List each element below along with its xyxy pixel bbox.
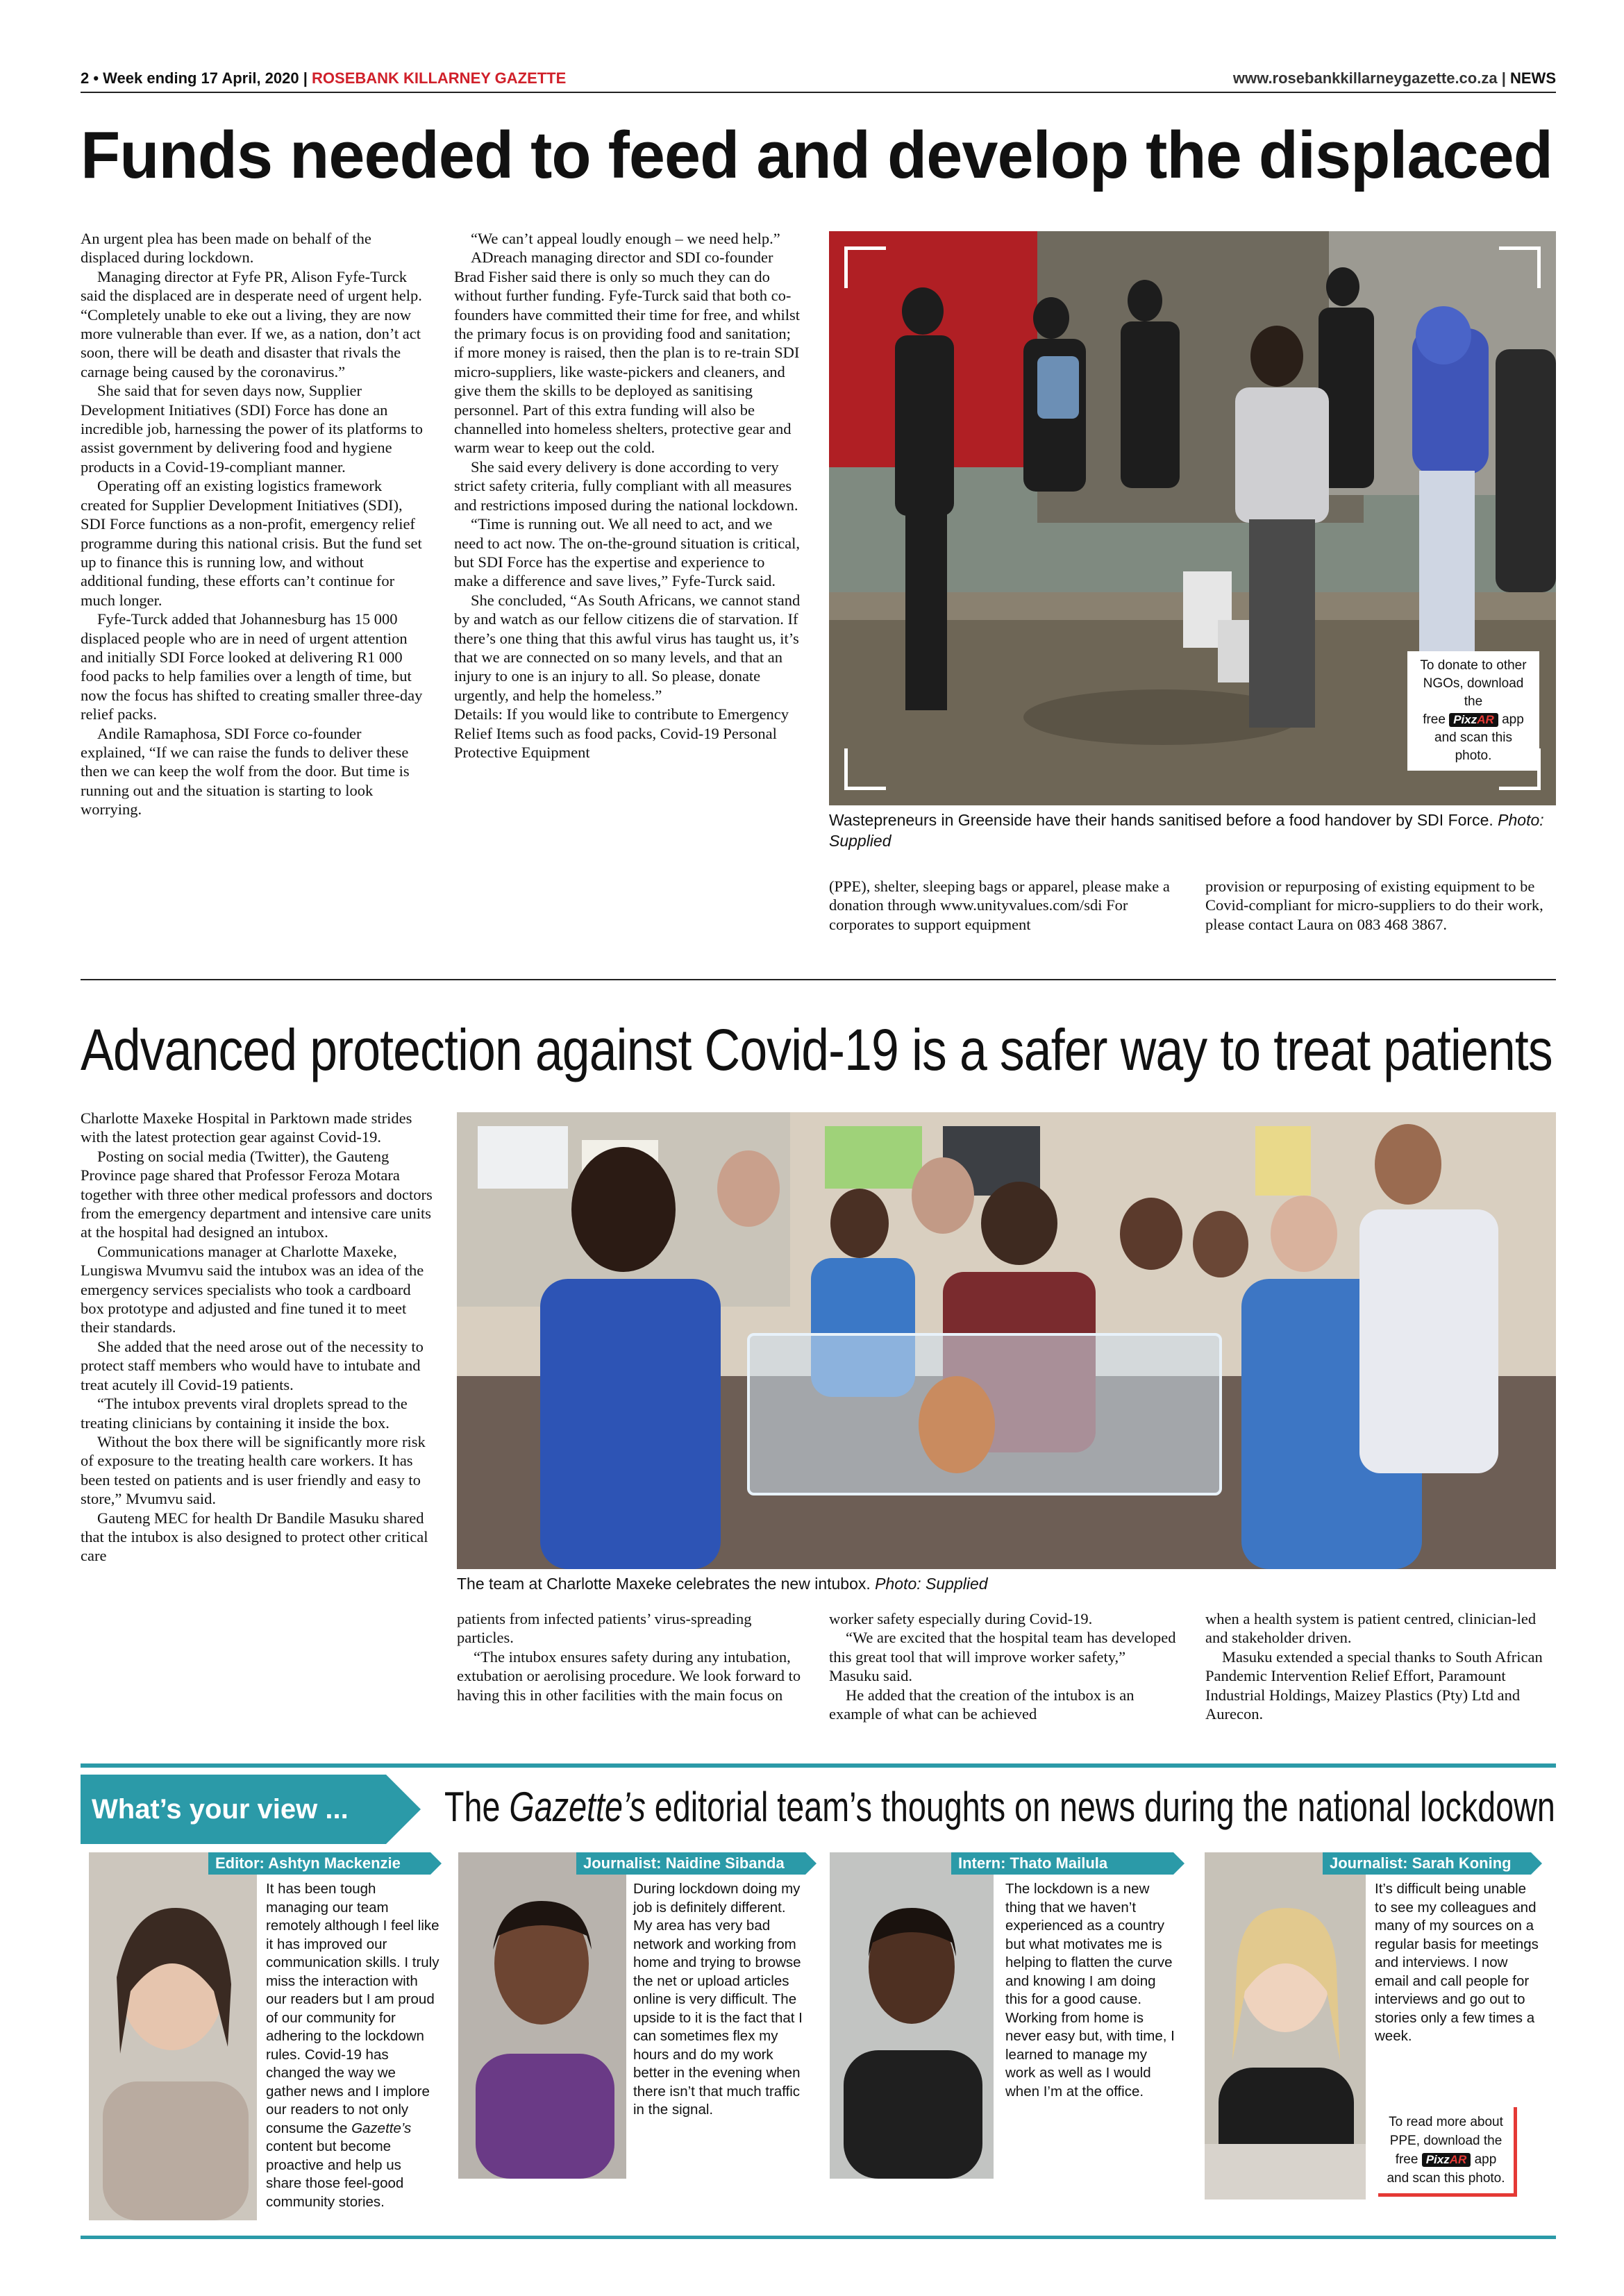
paragraph: She concluded, “As South Africans, we cannot stand by and watch as our fellow citizens die of starvation. If there’s one thing that this awful virus has taught us, it’s that we are connected on so many levels, and that an injury to one is an injury to all. So please, donate urgently, and help the homeless.” (454, 591, 801, 704)
article2-column-4 (1205, 1609, 1556, 1723)
paragraph: patients from infected patients’ virus-spreading particles. (457, 1610, 752, 1647)
role-journalist-naidine: Journalist: Naidine Sibanda (576, 1852, 805, 1875)
pixzar-text: NGOs, download the (1423, 676, 1524, 709)
opinion-text-sarah: It’s difficult being unable to see my colleagues and many of my sources on a regular basis for meetings and interviews. I now email and call people for interviews and go out to stories only a few times a week. (1375, 1881, 1539, 2044)
paragraph: Masuku extended a special thanks to South African Pandemic Intervention Relief Effort, Paramount Industrial Holdings, Maizey Plastics (Pty) Ltd and Aurecon. (1205, 1648, 1543, 1723)
paragraph: Charlotte Maxeke Hospital in Parktown made strides with the latest protection gear against Covid-19. (81, 1109, 412, 1146)
photo-wastepreneurs (829, 231, 1556, 805)
paragraph: when a health system is patient centred, clinician-led and stakeholder driven. (1205, 1610, 1537, 1647)
pixzar-text: and scan this photo. (1434, 730, 1512, 763)
paragraph: worker safety especially during Covid-19. (829, 1610, 1093, 1627)
masthead-left (81, 69, 566, 87)
pixzar-text: To donate to other (1420, 658, 1527, 673)
masthead-separator-right: | (1501, 69, 1506, 87)
portrait-image (1205, 1852, 1366, 2199)
paragraph: “Time is running out. We all need to act, and we need to act now. The on-the-ground situation is critical, but SDI Force has the expertise and experience to make a difference and save lives,” Fyfe-Turck said. (454, 515, 800, 590)
portrait-image (830, 1852, 994, 2179)
photo-intubox-team-image (457, 1112, 1556, 1569)
pixzar-text: PPE, download the (1389, 2134, 1502, 2148)
role-intern: Intern: Thato Mailula (951, 1852, 1173, 1875)
pixzar-text: free (1395, 2152, 1418, 2167)
article1-column-2 (454, 229, 801, 762)
paragraph: “We are excited that the hospital team has developed this great tool that will improve worker safety,” Masuku said. (829, 1629, 1176, 1685)
paragraph: He added that the creation of the intubox is an example of what can be achieved (829, 1686, 1135, 1723)
article2-column-2 (457, 1609, 804, 1704)
tag-label: What’s your view ... (92, 1794, 349, 1825)
opinion-title: The Gazette’s editorial team’s thoughts on news during the national lockdown (444, 1784, 1555, 1830)
caption-text: The team at Charlotte Maxeke celebrates the new intubox. (457, 1575, 871, 1593)
page-info: 2 • Week ending 17 April, 2020 (81, 69, 299, 87)
pixzar-logo: PixzAR (1449, 713, 1498, 727)
pixzar-text: and scan this photo. (1387, 2171, 1505, 2186)
pixzar-text: app (1474, 2152, 1497, 2167)
paragraph: (PPE), shelter, sleeping bags or apparel, please make a donation through www.unityvalues.com/sdi For corporates to support equipment (829, 878, 1170, 933)
pixzar-text: app (1502, 712, 1524, 727)
portrait-image (458, 1852, 626, 2179)
caption-text: Wastepreneurs in Greenside have their hands sanitised before a food handover by SDI Force. (829, 811, 1493, 829)
article2-column-3 (829, 1609, 1176, 1723)
article1-column-3 (829, 877, 1176, 934)
paragraph: “The intubox prevents viral droplets spread to the treating clinicians by containing it inside the box. (81, 1395, 408, 1432)
paragraph: An urgent plea has been made on behalf of the displaced during lockdown. (81, 230, 371, 267)
paragraph: She added that the need arose out of the necessity to protect staff members who would have to intubate and treat acutely ill Covid-19 patients. (81, 1337, 424, 1393)
photo-caption-wastepreneurs (829, 810, 1551, 851)
masthead-right (1233, 69, 1556, 87)
paragraph: ADreach managing director and SDI co-founder Brad Fisher said there is only so much they can do without further funding. Fyfe-Turck said that both co-founders have committed their time for free, and whilst the primary focus is on providing food and sanitation; if more money is raised, then the plan is to re-train SDI micro-suppliers, like waste-pickers and cleaners, and give them the skills to be deployed as sanitising personnel. Part of this extra funding will also be channelled into homeless shelters, protective gear and warm wear to keep out the cold. (454, 249, 800, 457)
portrait-naidine-sibanda (458, 1852, 626, 2179)
opinion-bottom-rule (81, 2236, 1556, 2239)
masthead (81, 67, 1556, 92)
pixzar-text: To read more about (1389, 2115, 1503, 2129)
paragraph: Operating off an existing logistics framework created for Supplier Development Initiatives (SDI), SDI Force functions as a non-profit, emergency relief programme during this national crisis. But the fund set up to finance this is running low, and without additional funding, these efforts can’t continue for much longer. (81, 477, 422, 609)
portrait-sarah-koning (1205, 1852, 1366, 2199)
pixzar-text: free (1423, 712, 1446, 727)
paragraph: She said every delivery is done according to very strict safety criteria, fully compliant with all measures and restrictions imposed during the national lockdown. (454, 458, 798, 514)
publication-name: ROSEBANK KILLARNEY GAZETTE (312, 69, 567, 87)
section-name: NEWS (1510, 69, 1556, 87)
paragraph: “The intubox ensures safety during any intubation, extubation or aerolising procedure. We look forward to having this in other facilities with the main focus on (457, 1648, 801, 1704)
pixzar-box-article1[interactable] (1407, 651, 1539, 771)
paragraph: Posting on social media (Twitter), the Gauteng Province page shared that Professor Feroza Motara together with three other medical professors and doctors from the emergency department and intensive care units at the hospital had designed an intubox. (81, 1147, 433, 1241)
headline-intubox: Advanced protection against Covid-19 is a safer way to treat patients (81, 1017, 1552, 1082)
photo-caption-intubox (457, 1573, 1554, 1594)
photo-intubox-team (457, 1112, 1556, 1569)
paragraph: She said that for seven days now, Supplier Development Initiatives (SDI) Force has done an incredible job, harnessing the power of its platforms to assist government by delivering food and hygiene products in a Covid-19-compliant manner. (81, 382, 424, 476)
website-url[interactable]: www.rosebankkillarneygazette.co.za (1232, 69, 1498, 87)
role-editor: Editor: Ashtyn Mackenzie (208, 1852, 430, 1875)
paragraph: Without the box there will be significantly more risk of exposure to the treating health care workers. It has been tested on patients and is user friendly and easy to store,” Mvumvu said. (81, 1432, 426, 1508)
paragraph: Andile Ramaphosa, SDI Force co-founder explained, “If we can raise the funds to deliver these then we can keep the wolf from the door. But time is running out and the situation is starting to look worrying. (81, 724, 410, 819)
pixzar-box-opinion[interactable] (1378, 2107, 1517, 2197)
photo-credit: Photo: Supplied (829, 811, 1544, 850)
article1-column-1 (81, 229, 426, 819)
scan-corner (844, 246, 886, 288)
scan-corner (1499, 246, 1541, 288)
opinion-text-naidine: During lockdown doing my job is definitely different. My area has very bad network and working from home and trying to browse the net or upload articles online is very difficult. The upside to it is the fact that I can sometimes flex my hours and do my work better in the evening when there isn’t that much traffic in the signal. (633, 1881, 803, 2118)
scan-corner (844, 748, 886, 790)
paragraph: Communications manager at Charlotte Maxeke, Lungiswa Mvumvu said the intubox was an idea of the emergency services specialists who took a cardboard box prototype and adjusted and fine tuned it to meet their standards. (81, 1242, 424, 1336)
pixzar-free-line (1414, 711, 1532, 729)
whats-your-view-tag (81, 1775, 421, 1844)
photo-credit: Photo: Supplied (875, 1575, 988, 1593)
portrait-image (89, 1852, 257, 2220)
opinion-text-thato: The lockdown is a new thing that we haven’t experienced as a country but what motivates me is helping to flatten the curve and knowing I am doing this for a good cause. Working from home is never easy but, with time, I learned to manage my work as well as I would when I’m at the office. (1005, 1881, 1175, 2100)
paragraph: Details: If you would like to contribute to Emergency Relief Items such as food packs, Covid-19 Personal Protective Equipment (454, 705, 789, 761)
portrait-thato-mailula (830, 1852, 994, 2179)
paragraph: provision or repurposing of existing equipment to be Covid-compliant for micro-suppliers to do their work, please contact Laura on 083 468 3867. (1205, 878, 1543, 933)
opinion-text-editor: It has been tough managing our team remotely although I feel like it has improved our communication skills. I truly miss the interaction with our readers but I am proud of our community for adhering to the lockdown rules. Covid-19 has changed the way we gather news and I implore our readers to not only consume the Gazette’s content but become proactive and help us share those feel-good community stories. (266, 1881, 440, 2210)
opinion-top-rule (81, 1763, 1556, 1768)
pixzar-logo: PixzAR (1422, 2153, 1471, 2167)
portrait-ashtyn-mackenzie (89, 1852, 257, 2220)
pixzar-free-line (1385, 2150, 1507, 2169)
article2-column-1 (81, 1109, 435, 1566)
paragraph: “We can’t appeal loudly enough – we need help.” (471, 230, 780, 247)
paragraph: Gauteng MEC for health Dr Bandile Masuku shared that the intubox is also designed to protect other critical care (81, 1509, 428, 1565)
masthead-rule (81, 92, 1556, 93)
paragraph: Managing director at Fyfe PR, Alison Fyfe-Turck said the displaced are in desperate need of urgent help. “Completely unable to eke out a living, they are now more vulnerable than ever. If we, as a nation, don’t act soon, there will be death and disaster that rivals the carnage being caused by the coronavirus.” (81, 267, 422, 380)
headline-displaced: Funds needed to feed and develop the displaced (81, 118, 1553, 192)
paragraph: Fyfe-Turck added that Johannesburg has 15 000 displaced people who are in need of urgent attention and initially SDI Force looked at delivering R1 000 food packs to help families over a length of time, but now the focus has shifted to creating smaller three-day relief packs. (81, 610, 423, 723)
masthead-separator: | (303, 69, 308, 87)
section-divider (81, 979, 1556, 980)
article1-column-4 (1205, 877, 1556, 934)
role-journalist-sarah: Journalist: Sarah Koning (1323, 1852, 1531, 1875)
